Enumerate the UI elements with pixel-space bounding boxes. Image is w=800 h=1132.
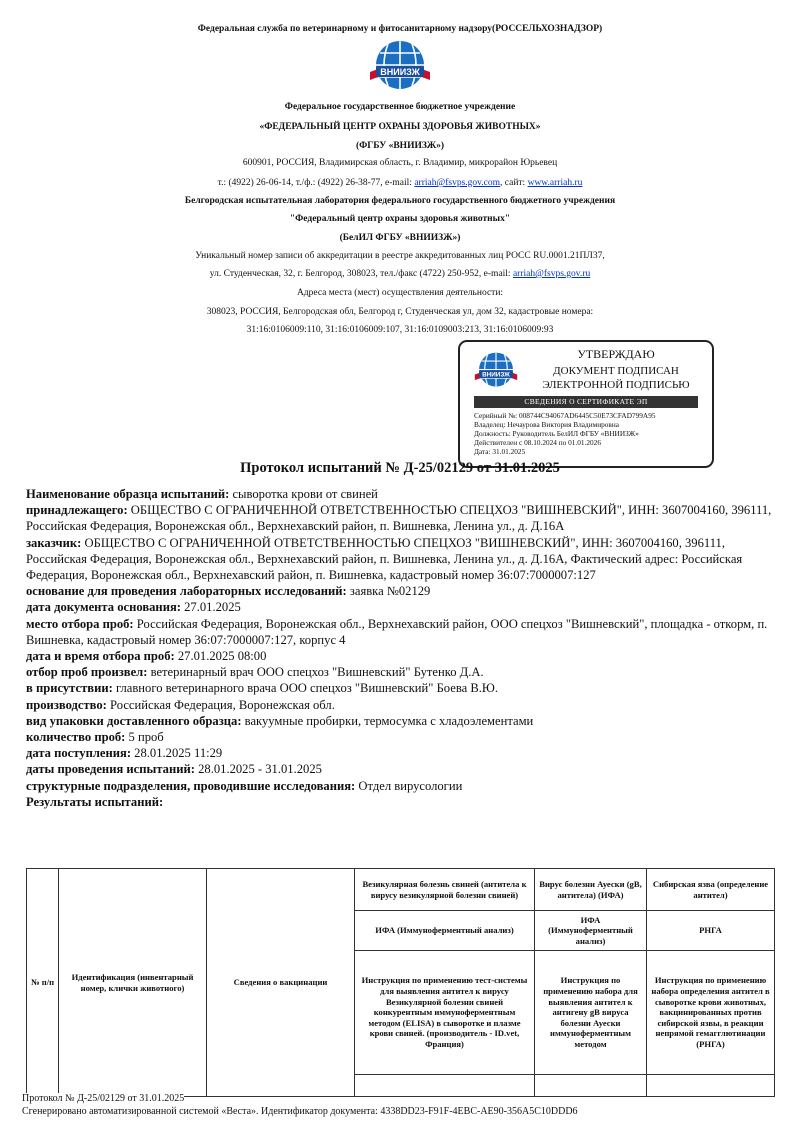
footer-generated: Сгенерировано автоматизированной системой «Веста». Идентификатор документа: 4338DD23-F91F-4EBC-AE90-356A5C10DDD6 <box>22 1106 578 1117</box>
cadastral-numbers: 31:16:0106009:110, 31:16:0106009:107, 31:16:0109003:213, 31:16:0106009:93 <box>246 325 554 335</box>
field-customer: заказчик: ОБЩЕСТВО С ОГРАНИЧЕННОЙ ОТВЕТСТВЕННОСТЬЮ СПЕЦХОЗ "ВИШНЕВСКИЙ", ИНН: 3607004160, 396111, Российская Федерация, Воронежская обл., Верхнехавский район, п. Вишневка, Ленина ул., д. Д.16А, Фактический адрес: Российская Федерация, Воронежская обл., Верхнехавский район, п. Вишневка, кадастровый номер 36:07:7000007:127 <box>26 535 743 583</box>
stamp-owner: Владелец: Нечаурова Виктория Владимировна <box>474 420 620 429</box>
results-heading: Результаты испытаний: <box>26 794 164 809</box>
field-packaging: вид упаковки доставленного образца: вакуумные пробирки, термосумка с хладоэлементами <box>26 713 534 728</box>
instruction-aujeszky: Инструкция по применению набора для выявления антител к антигену gB вируса болезни Ауески иммуноферментным методом <box>535 951 647 1075</box>
method-anthrax: РНГА <box>647 911 775 951</box>
stamp-signed: ДОКУМЕНТ ПОДПИСАН <box>553 365 679 377</box>
disease-aujeszky: Вирус болезни Ауески (gB, антитела) (ИФА) <box>535 869 647 911</box>
empty-cell <box>355 1075 535 1097</box>
field-production: производство: Российская Федерация, Воронежская обл. <box>26 697 335 712</box>
logo-text: ВНИИЗЖ <box>380 67 420 77</box>
field-sampling-datetime: дата и время отбора проб: 27.01.2025 08:00 <box>26 649 267 664</box>
lab-short: (БелИЛ ФГБУ «ВНИИЗЖ») <box>339 233 461 243</box>
svg-text:ВНИИЗЖ: ВНИИЗЖ <box>482 371 510 379</box>
method-aujeszky: ИФА (Иммуноферментный анализ) <box>535 911 647 951</box>
empty-cell <box>535 1075 647 1097</box>
email-link[interactable]: arriah@fsvps.gov.com <box>414 178 501 188</box>
lab-line-2: "Федеральный центр охраны здоровья животных" <box>289 214 511 224</box>
lab-email-link[interactable]: arriah@fsvps.gov.ru <box>512 269 591 279</box>
field-received-date: дата поступления: 28.01.2025 11:29 <box>26 746 223 761</box>
vniizzh-logo <box>366 38 434 96</box>
field-sample-name: Наименование образца испытаний: сыворотка крови от свиней <box>26 487 378 501</box>
field-owner: принадлежащего: ОБЩЕСТВО С ОГРАНИЧЕННОЙ ОТВЕТСТВЕННОСТЬЮ СПЕЦХОЗ "ВИШНЕВСКИЙ", ИНН: 3607004160, 396111, Российская Федерация, Воронежская обл., Верхнехавский район, п. Вишневка, Ленина ул., д. Д.16А <box>26 503 772 534</box>
disease-vesicular: Везикулярная болезнь свиней (антитела к вирусу везикулярной болезни свиней) <box>355 869 535 911</box>
contacts-line: т.: (4922) 26-06-14, т./ф.: (4922) 26-38-77, e-mail: arriah@fsvps.gov.com, сайт: www.arriah.ru <box>217 178 583 188</box>
results-table <box>26 868 775 1097</box>
lab-address: ул. Студенческая, 32, г. Белгород, 308023, тел./факс (4722) 250-952, e-mail: arriah@fsvps.gov.ru <box>209 269 591 279</box>
footer-protocol-ref: Протокол № Д-25/02129 от 31.01.2025 <box>22 1093 185 1104</box>
e-signature-stamp <box>458 340 714 468</box>
instruction-anthrax: Инструкция по применению набора определения антител в сыворотке крови животных, вакцинированных против сибирской язвы, в реакции непрямой гемагглютинации (РНГА) <box>647 951 775 1075</box>
activity-address: 308023, РОССИЯ, Белгородская обл, Белгород г, Студенческая ул, дом 32, кадастровые номера: <box>206 307 594 317</box>
stamp-valid: Действителен с 08.10.2024 по 01.01.2026 <box>474 438 601 447</box>
instruction-vesicular: Инструкция по применению тест-системы для выявления антител к вирусу Везикулярной болезни свиней конкурентным иммуноферментным методом (ELISA) в сыворотке и плазме крови свиней. (производитель - ID.vet, Франция) <box>355 951 535 1075</box>
field-basis-date: дата документа основания: 27.01.2025 <box>26 600 241 615</box>
stamp-date: Дата: 31.01.2025 <box>474 447 526 456</box>
empty-cell <box>647 1075 775 1097</box>
field-departments: структурные подразделения, проводившие исследования: Отдел вирусологии <box>26 778 463 793</box>
method-vesicular: ИФА (Иммуноферментный анализ) <box>355 911 535 951</box>
institution-name: «ФЕДЕРАЛЬНЫЙ ЦЕНТР ОХРАНЫ ЗДОРОВЬЯ ЖИВОТНЫХ» <box>259 122 541 132</box>
agency-name: Федеральная служба по ветеринарному и фитосанитарному надзору(РОССЕЛЬХОЗНАДЗОР) <box>197 24 603 34</box>
stamp-approve: УТВЕРЖДАЮ <box>577 347 655 361</box>
field-basis: основание для проведения лабораторных исследований: заявка №02129 <box>26 584 431 599</box>
accreditation: Уникальный номер записи об аккредитации в реестре аккредитованных лиц РОСС RU.0001.21ПЛ37, <box>195 251 605 261</box>
stamp-position: Должность: Руководитель БелИЛ ФГБУ «ВНИИЗЖ» <box>474 429 639 438</box>
col-number-header: № п/п <box>27 869 59 1097</box>
activity-label: Адреса места (мест) осуществления деятельности: <box>296 288 504 298</box>
disease-anthrax: Сибирская язва (определение антител) <box>647 869 775 911</box>
field-test-dates: даты проведения испытаний: 28.01.2025 - 31.01.2025 <box>26 762 322 777</box>
stamp-electronic: ЭЛЕКТРОННОЙ ПОДПИСЬЮ <box>542 379 690 391</box>
institution-address: 600901, РОССИЯ, Владимирская область, г. Владимир, микрорайон Юрьевец <box>242 158 558 168</box>
field-sample-count: количество проб: 5 проб <box>26 730 164 745</box>
site-link[interactable]: www.arriah.ru <box>527 178 583 188</box>
stamp-certificate-bar: СВЕДЕНИЯ О СЕРТИФИКАТЕ ЭП <box>474 396 698 408</box>
col-identification-header: Идентификация (инвентарный номер, клички животного) <box>59 869 207 1097</box>
protocol-fields <box>26 486 776 810</box>
lab-line-1: Белгородская испытательная лаборатория федерального государственного бюджетного учреждения <box>184 196 616 206</box>
institution-type: Федеральное государственное бюджетное учреждение <box>284 102 516 112</box>
institution-short: (ФГБУ «ВНИИЗЖ») <box>355 141 445 151</box>
stamp-logo <box>472 350 520 392</box>
protocol-title: Протокол испытаний № Д-25/02129 от 31.01.2025 <box>240 460 560 476</box>
stamp-serial: Серийный №: 008744C94067AD6445C50E73CFAD799A95 <box>474 411 656 420</box>
field-presence: в присутствии: главного ветеринарного врача ООО спецхоз "Вишневский" Боева В.Ю. <box>26 681 499 696</box>
field-sampling-place: место отбора проб: Российская Федерация, Воронежская обл., Верхнехавский район, ООО спецхоз "Вишневский", площадка - откорм, п. Вишневка, кадастровый номер 36:07:7000007:127, корпус 4 <box>26 616 768 647</box>
field-sampled-by: отбор проб произвел: ветеринарный врач ООО спецхоз "Вишневский" Бутенко Д.А. <box>26 665 484 680</box>
col-vaccination-header: Сведения о вакцинации <box>207 869 355 1097</box>
